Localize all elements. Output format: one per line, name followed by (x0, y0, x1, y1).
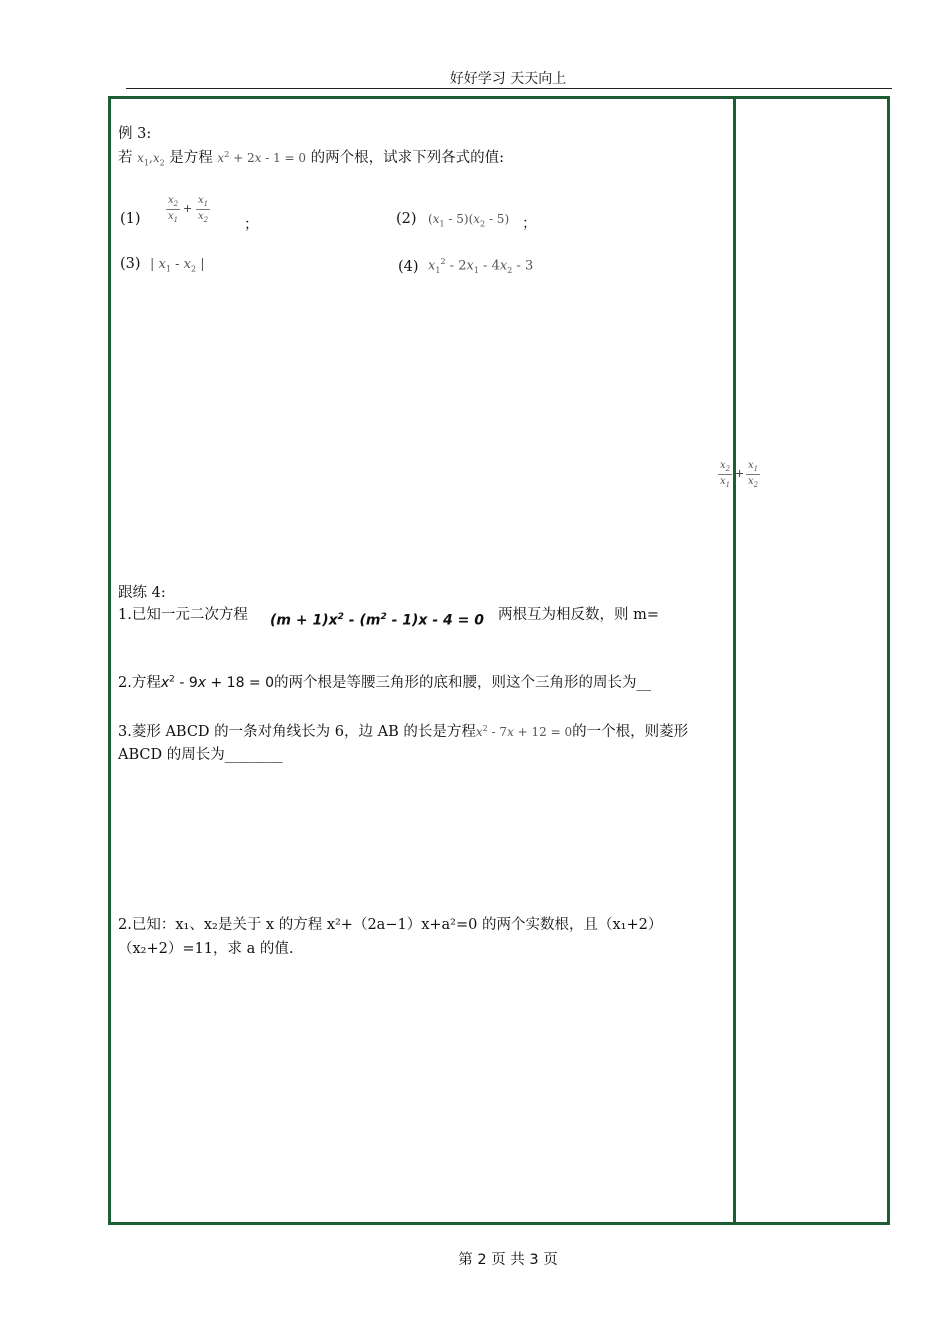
example3-intro (118, 146, 504, 167)
item4-label: (4) (398, 259, 419, 275)
example3-title: 例 3: (118, 126, 152, 142)
item1-frac-b: $x_1$ $x_2$ (197, 195, 209, 224)
intro-vars: $x_1,x_2$ (137, 151, 165, 168)
column-divider (733, 96, 736, 1224)
side-frac-a: $x_2$ $x_1$ (719, 460, 731, 489)
item4-expr: $x_1^2 - 2x_1 - 4x_2 - 3$ (428, 257, 534, 275)
item3-label: (3) (120, 256, 141, 272)
side-plus: + (735, 467, 745, 480)
item2-trail: ； (522, 216, 537, 232)
item1-plus: + (183, 202, 193, 215)
side-frac-b: $x_1$ $x_2$ (747, 460, 759, 489)
example3-equation: $x^2 + 2x - 1 = 0$ (217, 150, 307, 165)
page-header: 好好学习 天天向上 (449, 71, 567, 87)
problem2-line1: 2.已知：x₁、x₂是关于 x 的方程 x²+（2a−1）x+a²=0 的两个实数根，且（x₁+2） (118, 917, 663, 933)
q1-suffix: 两根互为相反数，则 m= (498, 607, 660, 623)
item1-trail: ； (244, 217, 259, 233)
item1-frac-a: $x_2$ $x_1$ (167, 195, 179, 224)
q1-prefix: 1.已知一元二次方程 (118, 607, 248, 623)
intro-suffix: 的两个根，试求下列各式的值: (310, 150, 505, 166)
q2-prefix: 2.方程 (118, 675, 161, 691)
q2-line (118, 671, 651, 692)
item1-label: (1) (120, 211, 141, 227)
q2-equation: $x^2 - 9x + 18 = 0$ (160, 674, 275, 691)
header-rule (126, 88, 892, 89)
practice4-title: 跟练 4: (118, 585, 166, 601)
q1-equation: $(m + 1)x^2 - (m^2 - 1)x - 4 = 0$ (270, 612, 484, 629)
problem2-line2: （x₂+2）=11，求 a 的值. (118, 941, 294, 957)
q3-prefix: 3.菱形 ABCD 的一条对角线长为 6，边 AB 的长是方程 (118, 724, 476, 740)
intro-mid: 是方程 (169, 150, 213, 166)
item2-expr: $(x_1 - 5)(x_2 - 5)$ (428, 212, 510, 229)
item2-label: (2) (396, 211, 417, 227)
q2-suffix: 的两个根是等腰三角形的底和腰，则这个三角形的周长为__ (274, 675, 652, 691)
q3-equation: $x^2 - 7x + 12 = 0$ (475, 724, 573, 739)
intro-prefix: 若 (118, 150, 133, 166)
q3-line1 (118, 720, 688, 741)
page-footer: 第 2 页 共 3 页 (458, 1252, 558, 1268)
q3-suffix: 的一个根，则菱形 (572, 724, 689, 740)
q3-line2: ABCD 的周长为________ (118, 747, 283, 763)
item3-expr: | $x_1 - x_2$ | (150, 257, 205, 274)
